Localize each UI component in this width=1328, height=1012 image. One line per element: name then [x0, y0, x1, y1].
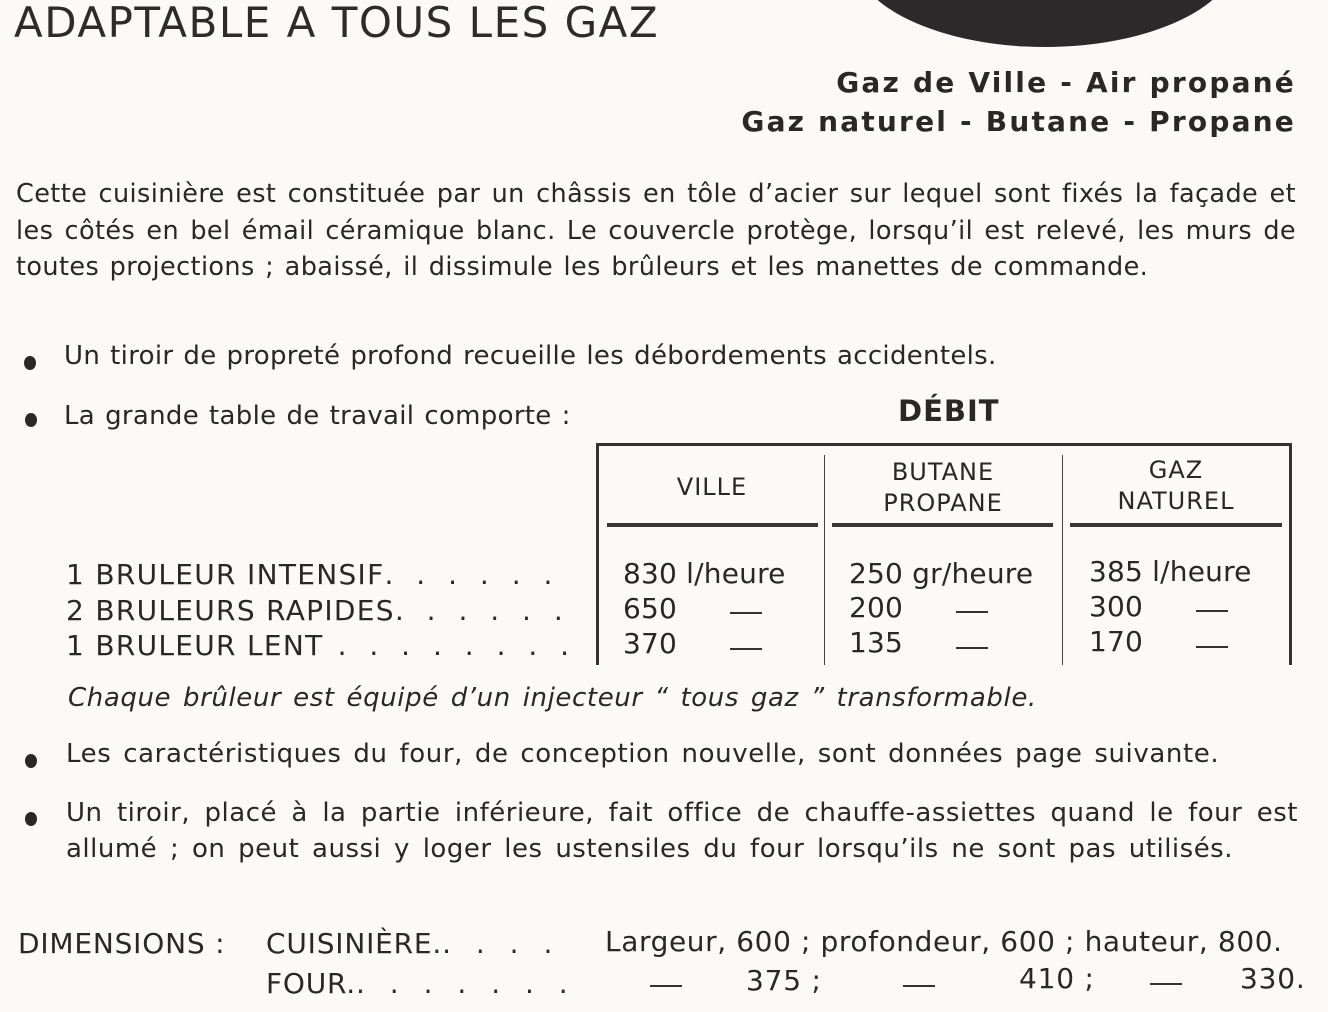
ditto-dash: [650, 985, 682, 987]
cell-intensif-ville: 830 l/heure: [623, 557, 786, 590]
cell-rapides-ville: 650: [623, 592, 678, 625]
ditto-dash: [1150, 983, 1182, 985]
ditto-dash: [730, 648, 762, 650]
cell-lent-butane: 135: [849, 626, 904, 659]
cell-lent-ville: 370: [623, 627, 678, 660]
gas-types-line-2: Gaz naturel - Butane - Propane: [741, 105, 1296, 138]
bullet-text-drawer: Un tiroir de propreté profond recueille les débordements accidentels.: [64, 341, 997, 371]
cell-intensif-naturel: 385 l/heure: [1089, 555, 1252, 588]
product-photo-edge: [852, 0, 1238, 47]
ditto-dash: [1196, 610, 1228, 612]
bullet-text-oven: Les caractéristiques du four, de conception nouvelle, sont données page suivante.: [66, 739, 1220, 769]
bullet-text-worktable: La grande table de travail comporte :: [64, 401, 571, 431]
ditto-dash: [956, 647, 988, 649]
column-divider: [824, 455, 825, 665]
bullet-icon: [25, 754, 37, 768]
dimensions-four-hauteur: 330.: [1240, 962, 1306, 995]
header-rule: [832, 523, 1053, 527]
debit-title: DÉBIT: [898, 394, 1000, 428]
ditto-dash: [1196, 646, 1228, 648]
column-divider: [1062, 455, 1063, 665]
page-title: ADAPTABLE A TOUS LES GAZ: [14, 0, 660, 47]
dimensions-cuisiniere-name: CUISINIÈRE.. . . .: [266, 927, 561, 960]
column-header-ville: VILLE: [676, 473, 748, 501]
bullet-icon: [25, 413, 37, 427]
row-label-rapides: 2 BRULEURS RAPIDES. . . . . .: [66, 594, 570, 627]
header-rule: [1070, 523, 1282, 527]
dimensions-four-name: FOUR.. . . . . . .: [266, 967, 576, 1000]
cell-intensif-butane: 250 gr/heure: [849, 557, 1034, 590]
cell-lent-naturel: 170: [1089, 625, 1144, 658]
header-rule: [607, 523, 818, 527]
bullet-icon: [25, 812, 37, 826]
gas-types-subtitle: [741, 63, 1296, 141]
ditto-dash: [956, 611, 988, 613]
dimensions-four-largeur: 375 ;: [746, 964, 822, 997]
ditto-dash: [730, 612, 762, 614]
ditto-dash: [903, 985, 935, 987]
dimensions-cuisiniere-values: Largeur, 600 ; profondeur, 600 ; hauteur, 800.: [605, 925, 1283, 958]
dimensions-four-profondeur: 410 ;: [1019, 962, 1095, 995]
row-label-lent: 1 BRULEUR LENT . . . . . . . .: [66, 629, 577, 662]
cell-rapides-naturel: 300: [1089, 590, 1144, 623]
column-header-butane-propane: BUTANE PROPANE: [883, 458, 1003, 517]
row-label-intensif: 1 BRULEUR INTENSIF. . . . . .: [66, 558, 560, 591]
injector-note: Chaque brûleur est équipé d’un injecteur “ tous gaz ” transformable.: [68, 683, 1037, 713]
dimensions-label: DIMENSIONS :: [18, 927, 226, 960]
bullet-text-warming-drawer: Un tiroir, placé à la partie inférieure, fait office de chauffe-assiettes quand le four est allumé ; on peut aussi y loger les ustensiles du four lorsqu’ils ne sont pas utilisés.: [66, 798, 1298, 864]
gas-types-line-1: Gaz de Ville - Air propané: [836, 66, 1296, 99]
column-header-gaz-naturel: GAZ NATUREL: [1117, 456, 1235, 515]
cell-rapides-butane: 200: [849, 591, 904, 624]
intro-paragraph: Cette cuisinière est constituée par un châssis en tôle d’acier sur lequel sont fixés la façade et les côtés en bel émail céramique blanc. Le couvercle protège, lorsqu’il est relevé, les murs de toutes projections ; abaissé, il dissimule les brûleurs et les manettes de commande.: [16, 179, 1296, 282]
bullet-icon: [24, 356, 36, 370]
